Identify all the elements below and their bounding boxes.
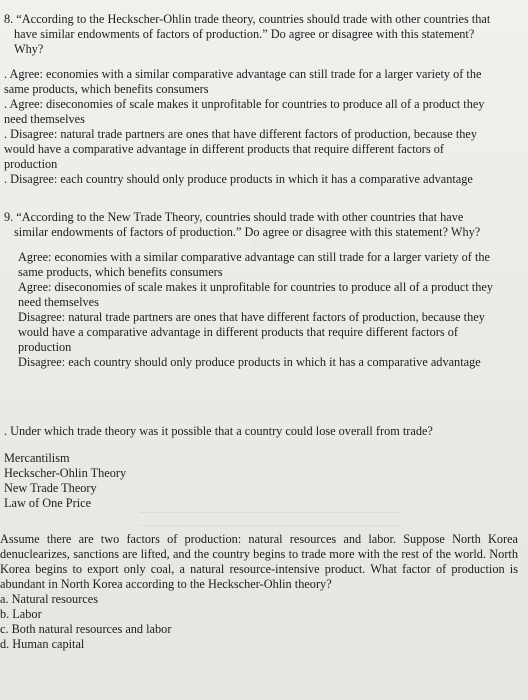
question-8-option[interactable]: . Agree: economies with a similar comparative advantage can still trade for a larger variety of the same products, which benefits consumers: [4, 67, 482, 96]
question-11-option[interactable]: c. Both natural resources and labor: [0, 622, 172, 636]
bleed-through-table: [140, 512, 400, 526]
question-9-option[interactable]: Agree: economies with a similar comparative advantage can still trade for a larger variety of the same products, which benefits consumers: [18, 250, 490, 279]
question-10-option[interactable]: Heckscher-Ohlin Theory: [4, 466, 127, 480]
question-10: [4, 424, 514, 511]
question-8-stem: 8. “According to the Heckscher-Ohlin trade theory, countries should trade with other countries that have similar endowments of factors of production.” Do agree or disagree with this statement? Why?: [4, 12, 491, 56]
question-11-option[interactable]: d. Human capital: [0, 637, 85, 651]
question-9: [4, 210, 500, 370]
question-9-option[interactable]: Disagree: each country should only produce products in which it has a comparative advantage: [18, 355, 481, 369]
question-9-stem: 9. “According to the New Trade Theory, countries should trade with other countries that have similar endowments of factors of production.” Do agree or disagree with this statement? Why?: [4, 210, 481, 239]
question-9-option[interactable]: Disagree: natural trade partners are ones that have different factors of production, because they would have a comparative advantage in different products that require different factors of production: [18, 310, 485, 354]
question-8-option[interactable]: . Disagree: each country should only produce products in which it has a comparative advantage: [4, 172, 473, 186]
question-11: [0, 532, 518, 652]
bleed-through-text: ░░░░: [250, 240, 279, 251]
question-11-stem: Assume there are two factors of production: natural resources and labor. Suppose North Korea denuclearizes, sanctions are lifted, and the country begins to trade more with the rest of the world. North Korea begins to export only coal, a natural resource-intensive product. What factor of production is abundant in North Korea according to the Heckscher-Ohlin theory?: [0, 532, 518, 591]
question-8: [4, 12, 500, 187]
question-11-option[interactable]: a. Natural resources: [0, 592, 98, 606]
question-8-option[interactable]: . Disagree: natural trade partners are ones that have different factors of production, because they would have a comparative advantage in different products that require different factors of production: [4, 127, 477, 171]
question-9-option[interactable]: Agree: diseconomies of scale makes it unprofitable for countries to produce all of a product they need themselves: [18, 280, 493, 309]
question-10-option[interactable]: Law of One Price: [4, 496, 92, 510]
question-10-option[interactable]: Mercantilism: [4, 451, 70, 465]
question-10-stem: . Under which trade theory was it possible that a country could lose overall from trade?: [4, 424, 433, 438]
question-8-option[interactable]: . Agree: diseconomies of scale makes it unprofitable for countries to produce all of a product they need themselves: [4, 97, 485, 126]
question-11-option[interactable]: b. Labor: [0, 607, 42, 621]
question-10-option[interactable]: New Trade Theory: [4, 481, 97, 495]
